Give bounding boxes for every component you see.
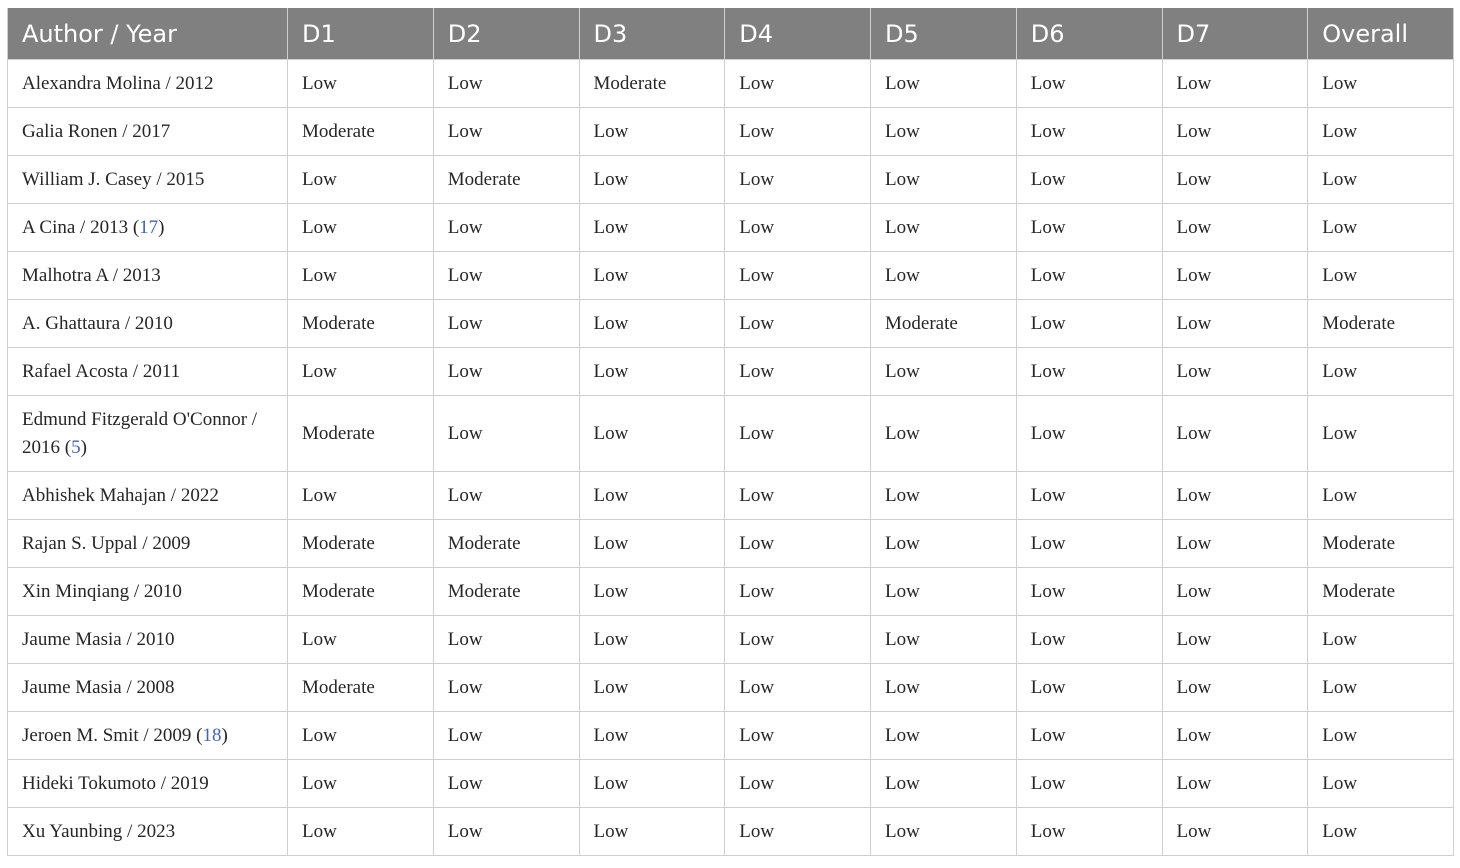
overall-rating-cell: Low: [1308, 808, 1454, 856]
table-row: [8, 348, 1454, 396]
domain-rating-cell-d1: Moderate: [288, 108, 434, 156]
domain-rating-cell-d2: Moderate: [433, 520, 579, 568]
domain-rating-cell-d3: Low: [579, 664, 725, 712]
overall-rating-cell: Low: [1308, 616, 1454, 664]
domain-rating-cell-d7: Low: [1162, 300, 1308, 348]
domain-rating-cell-d2: Low: [433, 664, 579, 712]
domain-rating-cell-d3: Low: [579, 348, 725, 396]
domain-rating-cell-d1: Low: [288, 760, 434, 808]
domain-rating-cell-d3: Low: [579, 760, 725, 808]
overall-rating-cell: Low: [1308, 108, 1454, 156]
author-year-text: A Cina / 2013: [22, 216, 129, 238]
overall-rating-cell: Low: [1308, 60, 1454, 108]
domain-rating-cell-d6: Low: [1016, 808, 1162, 856]
table-row: [8, 760, 1454, 808]
domain-rating-cell-d7: Low: [1162, 664, 1308, 712]
author-year-cell: [8, 348, 288, 396]
domain-rating-cell-d5: Low: [871, 568, 1017, 616]
risk-of-bias-table: [7, 8, 1454, 856]
domain-rating-cell-d6: Low: [1016, 252, 1162, 300]
domain-rating-cell-d5: Low: [871, 616, 1017, 664]
domain-rating-cell-d5: Low: [871, 156, 1017, 204]
table-row: [8, 300, 1454, 348]
domain-rating-cell-d1: Moderate: [288, 568, 434, 616]
author-year-cell: [8, 156, 288, 204]
domain-rating-cell-d7: Low: [1162, 348, 1308, 396]
domain-rating-cell-d2: Low: [433, 616, 579, 664]
domain-rating-cell-d3: Low: [579, 252, 725, 300]
domain-rating-cell-d4: Low: [725, 760, 871, 808]
overall-rating-cell: Low: [1308, 204, 1454, 252]
domain-rating-cell-d5: Low: [871, 252, 1017, 300]
domain-rating-cell-d6: Low: [1016, 760, 1162, 808]
domain-rating-cell-d4: Low: [725, 808, 871, 856]
table-row: [8, 156, 1454, 204]
domain-rating-cell-d5: Low: [871, 396, 1017, 472]
author-year-cell: [8, 472, 288, 520]
domain-rating-cell-d7: Low: [1162, 760, 1308, 808]
domain-rating-cell-d2: Moderate: [433, 156, 579, 204]
column-header-d3: D3: [579, 8, 725, 60]
domain-rating-cell-d1: Low: [288, 472, 434, 520]
domain-rating-cell-d1: Low: [288, 808, 434, 856]
author-year-text: Xin Minqiang / 2010: [22, 580, 182, 602]
author-year-text: Rajan S. Uppal / 2009: [22, 532, 191, 554]
domain-rating-cell-d1: Moderate: [288, 520, 434, 568]
domain-rating-cell-d7: Low: [1162, 616, 1308, 664]
author-year-cell: Jeroen M. Smit / 2009 (18): [8, 712, 288, 760]
domain-rating-cell-d7: Low: [1162, 712, 1308, 760]
column-header-d1: D1: [288, 8, 434, 60]
domain-rating-cell-d2: Low: [433, 108, 579, 156]
domain-rating-cell-d4: Low: [725, 204, 871, 252]
domain-rating-cell-d3: Low: [579, 520, 725, 568]
domain-rating-cell-d7: Low: [1162, 396, 1308, 472]
domain-rating-cell-d3: Low: [579, 204, 725, 252]
author-year-text: Rafael Acosta / 2011: [22, 360, 181, 382]
domain-rating-cell-d5: Low: [871, 664, 1017, 712]
domain-rating-cell-d2: Low: [433, 396, 579, 472]
citation-link[interactable]: 17: [139, 216, 159, 238]
table-row: [8, 60, 1454, 108]
domain-rating-cell-d4: Low: [725, 520, 871, 568]
author-year-cell: Edmund Fitzgerald O'Connor / 2016 (5): [8, 396, 288, 472]
domain-rating-cell-d3: Low: [579, 396, 725, 472]
author-year-text: Jeroen M. Smit / 2009: [22, 724, 192, 746]
domain-rating-cell-d5: Low: [871, 60, 1017, 108]
table-row: [8, 108, 1454, 156]
domain-rating-cell-d2: Low: [433, 760, 579, 808]
domain-rating-cell-d6: Low: [1016, 348, 1162, 396]
author-year-text: Xu Yaunbing / 2023: [22, 820, 176, 842]
author-year-cell: [8, 760, 288, 808]
domain-rating-cell-d2: Low: [433, 472, 579, 520]
domain-rating-cell-d6: Low: [1016, 520, 1162, 568]
domain-rating-cell-d1: Low: [288, 616, 434, 664]
domain-rating-cell-d5: Low: [871, 472, 1017, 520]
domain-rating-cell-d6: Low: [1016, 396, 1162, 472]
domain-rating-cell-d1: Low: [288, 348, 434, 396]
domain-rating-cell-d5: Low: [871, 108, 1017, 156]
domain-rating-cell-d2: Low: [433, 300, 579, 348]
domain-rating-cell-d1: Low: [288, 204, 434, 252]
domain-rating-cell-d6: Low: [1016, 712, 1162, 760]
domain-rating-cell-d6: Low: [1016, 156, 1162, 204]
domain-rating-cell-d4: Low: [725, 616, 871, 664]
author-year-cell: [8, 616, 288, 664]
author-year-text: Jaume Masia / 2008: [22, 676, 175, 698]
domain-rating-cell-d4: Low: [725, 396, 871, 472]
domain-rating-cell-d6: Low: [1016, 568, 1162, 616]
domain-rating-cell-d7: Low: [1162, 520, 1308, 568]
author-year-cell: [8, 252, 288, 300]
author-year-cell: [8, 568, 288, 616]
domain-rating-cell-d1: Moderate: [288, 664, 434, 712]
author-year-text: William J. Casey / 2015: [22, 168, 205, 190]
domain-rating-cell-d4: Low: [725, 664, 871, 712]
column-header-overall: Overall: [1308, 8, 1454, 60]
author-year-cell: A Cina / 2013 (17): [8, 204, 288, 252]
domain-rating-cell-d4: Low: [725, 568, 871, 616]
author-year-text: Hideki Tokumoto / 2019: [22, 772, 209, 794]
domain-rating-cell-d5: Low: [871, 712, 1017, 760]
header-row: [8, 8, 1454, 60]
table-row: [8, 472, 1454, 520]
domain-rating-cell-d5: Moderate: [871, 300, 1017, 348]
domain-rating-cell-d5: Low: [871, 520, 1017, 568]
domain-rating-cell-d2: Low: [433, 712, 579, 760]
domain-rating-cell-d6: Low: [1016, 108, 1162, 156]
author-year-text: Galia Ronen / 2017: [22, 120, 171, 142]
table-header: [8, 8, 1454, 60]
domain-rating-cell-d4: Low: [725, 252, 871, 300]
domain-rating-cell-d2: Low: [433, 252, 579, 300]
domain-rating-cell-d6: Low: [1016, 300, 1162, 348]
domain-rating-cell-d1: Low: [288, 712, 434, 760]
author-year-text: Jaume Masia / 2010: [22, 628, 175, 650]
domain-rating-cell-d5: Low: [871, 808, 1017, 856]
overall-rating-cell: Low: [1308, 664, 1454, 712]
domain-rating-cell-d5: Low: [871, 348, 1017, 396]
domain-rating-cell-d4: Low: [725, 472, 871, 520]
domain-rating-cell-d4: Low: [725, 348, 871, 396]
table-row: [8, 396, 1454, 472]
domain-rating-cell-d1: Moderate: [288, 300, 434, 348]
overall-rating-cell: Low: [1308, 472, 1454, 520]
domain-rating-cell-d3: Low: [579, 300, 725, 348]
domain-rating-cell-d4: Low: [725, 156, 871, 204]
table-row: [8, 712, 1454, 760]
domain-rating-cell-d7: Low: [1162, 156, 1308, 204]
domain-rating-cell-d2: Low: [433, 204, 579, 252]
author-year-text: Edmund Fitzgerald O'Connor / 2016: [22, 408, 258, 458]
domain-rating-cell-d6: Low: [1016, 60, 1162, 108]
overall-rating-cell: Moderate: [1308, 568, 1454, 616]
domain-rating-cell-d3: Low: [579, 472, 725, 520]
domain-rating-cell-d4: Low: [725, 300, 871, 348]
table-row: [8, 808, 1454, 856]
author-year-cell: [8, 520, 288, 568]
author-year-text: Abhishek Mahajan / 2022: [22, 484, 219, 506]
domain-rating-cell-d6: Low: [1016, 616, 1162, 664]
author-year-cell: [8, 664, 288, 712]
domain-rating-cell-d3: Low: [579, 156, 725, 204]
author-year-cell: [8, 108, 288, 156]
domain-rating-cell-d1: Low: [288, 156, 434, 204]
table-row: [8, 520, 1454, 568]
author-year-cell: [8, 60, 288, 108]
overall-rating-cell: Moderate: [1308, 520, 1454, 568]
domain-rating-cell-d5: Low: [871, 204, 1017, 252]
domain-rating-cell-d2: Low: [433, 60, 579, 108]
table-row: [8, 252, 1454, 300]
domain-rating-cell-d6: Low: [1016, 664, 1162, 712]
risk-of-bias-table-container: [7, 8, 1454, 856]
domain-rating-cell-d7: Low: [1162, 204, 1308, 252]
domain-rating-cell-d6: Low: [1016, 204, 1162, 252]
domain-rating-cell-d2: Low: [433, 348, 579, 396]
column-header-d7: D7: [1162, 8, 1308, 60]
author-year-cell: [8, 808, 288, 856]
author-year-text: Alexandra Molina / 2012: [22, 72, 214, 94]
overall-rating-cell: Low: [1308, 712, 1454, 760]
table-row: [8, 568, 1454, 616]
domain-rating-cell-d3: Low: [579, 712, 725, 760]
overall-rating-cell: Low: [1308, 760, 1454, 808]
table-row: [8, 664, 1454, 712]
domain-rating-cell-d4: Low: [725, 60, 871, 108]
domain-rating-cell-d3: Moderate: [579, 60, 725, 108]
domain-rating-cell-d7: Low: [1162, 808, 1308, 856]
domain-rating-cell-d2: Moderate: [433, 568, 579, 616]
domain-rating-cell-d4: Low: [725, 712, 871, 760]
domain-rating-cell-d3: Low: [579, 108, 725, 156]
column-header-d5: D5: [871, 8, 1017, 60]
domain-rating-cell-d7: Low: [1162, 472, 1308, 520]
overall-rating-cell: Low: [1308, 156, 1454, 204]
column-header-d4: D4: [725, 8, 871, 60]
domain-rating-cell-d5: Low: [871, 760, 1017, 808]
overall-rating-cell: Moderate: [1308, 300, 1454, 348]
domain-rating-cell-d2: Low: [433, 808, 579, 856]
table-row: [8, 616, 1454, 664]
domain-rating-cell-d7: Low: [1162, 60, 1308, 108]
author-year-text: Malhotra A / 2013: [22, 264, 161, 286]
citation-link[interactable]: 5: [71, 436, 81, 458]
domain-rating-cell-d6: Low: [1016, 472, 1162, 520]
author-year-text: A. Ghattaura / 2010: [22, 312, 173, 334]
author-year-cell: [8, 300, 288, 348]
domain-rating-cell-d3: Low: [579, 568, 725, 616]
domain-rating-cell-d3: Low: [579, 808, 725, 856]
domain-rating-cell-d4: Low: [725, 108, 871, 156]
column-header-d2: D2: [433, 8, 579, 60]
domain-rating-cell-d7: Low: [1162, 252, 1308, 300]
column-header-author-year: Author / Year: [8, 8, 288, 60]
citation-link[interactable]: 18: [202, 724, 222, 746]
domain-rating-cell-d7: Low: [1162, 108, 1308, 156]
domain-rating-cell-d3: Low: [579, 616, 725, 664]
table-body: [8, 60, 1454, 856]
overall-rating-cell: Low: [1308, 252, 1454, 300]
column-header-d6: D6: [1016, 8, 1162, 60]
overall-rating-cell: Low: [1308, 348, 1454, 396]
domain-rating-cell-d7: Low: [1162, 568, 1308, 616]
overall-rating-cell: Low: [1308, 396, 1454, 472]
domain-rating-cell-d1: Moderate: [288, 396, 434, 472]
domain-rating-cell-d1: Low: [288, 60, 434, 108]
domain-rating-cell-d1: Low: [288, 252, 434, 300]
table-row: [8, 204, 1454, 252]
